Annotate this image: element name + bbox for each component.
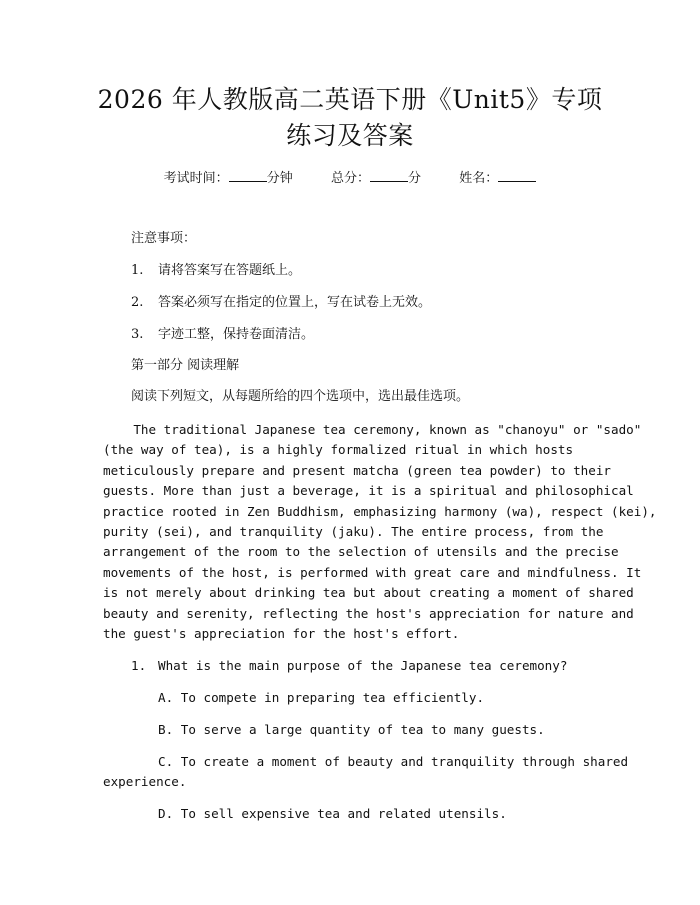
- page-title-line2: 练习及答案: [286, 121, 414, 150]
- passage-line: the guest's appreciation for the host's effort.: [103, 625, 460, 641]
- passage-line: The traditional Japanese tea ceremony, known as "chanoyu" or "sado": [103, 422, 642, 437]
- option-c-continued: experience.: [103, 774, 187, 789]
- name-label: 姓名：: [459, 171, 499, 186]
- passage-line: practice rooted in Zen Buddhism, emphasizing harmony (wa), respect (kei),: [103, 503, 657, 519]
- question-text: What is the main purpose of the Japanese tea ceremony?: [158, 658, 568, 673]
- note-text: 字迹工整，保持卷面清洁。: [158, 327, 315, 342]
- score-unit: 分: [408, 171, 422, 186]
- passage-line: meticulously prepare and present matcha (green tea powder) to their: [103, 462, 611, 478]
- note-number: 1.: [131, 263, 144, 278]
- passage-line: beauty and serenity, reflecting the host's appreciation for nature and: [103, 605, 634, 621]
- note-text: 答案必须写在指定的位置上，写在试卷上无效。: [158, 295, 432, 310]
- notes-heading: 注意事项：: [131, 231, 197, 246]
- reading-passage: [103, 420, 657, 644]
- time-label: 考试时间：: [163, 171, 229, 186]
- note-number: 2.: [131, 295, 144, 310]
- note-item: [131, 261, 301, 281]
- time-blank: [229, 170, 267, 182]
- passage-line: (the way of tea), is a highly formalized ritual in which hosts: [103, 442, 574, 458]
- section-heading: 第一部分 阅读理解: [131, 358, 240, 373]
- page-title-line1: 2026 年人教版高二英语下册《Unit5》专项: [97, 85, 603, 114]
- time-unit: 分钟: [266, 171, 293, 186]
- note-item: [131, 325, 314, 345]
- note-item: [131, 293, 431, 313]
- question-1: [131, 656, 567, 676]
- note-number: 3.: [131, 327, 144, 342]
- score-blank: [370, 170, 408, 182]
- option-c: C. To create a moment of beauty and tranquility through shared: [158, 754, 629, 769]
- score-label: 总分：: [330, 171, 370, 186]
- passage-line: is not merely about drinking tea but about creating a moment of shared: [103, 585, 634, 601]
- note-text: 请将答案写在答题纸上。: [158, 263, 302, 278]
- exam-meta: [0, 167, 700, 186]
- name-blank: [498, 170, 536, 182]
- option-b: B. To serve a large quantity of tea to many guests.: [158, 722, 545, 737]
- option-d: D. To sell expensive tea and related utensils.: [158, 806, 507, 821]
- passage-line: purity (sei), and tranquility (jaku). The entire process, from the: [103, 523, 604, 539]
- question-number: 1.: [131, 658, 147, 673]
- section-instruction: 阅读下列短文，从每题所给的四个选项中，选出最佳选项。: [131, 389, 470, 404]
- passage-line: guests. More than just a beverage, it is a spiritual and philosophical: [103, 483, 634, 499]
- passage-line: arrangement of the room to the selection of utensils and the precise: [103, 544, 619, 560]
- option-a: A. To compete in preparing tea efficiently.: [158, 690, 485, 705]
- passage-line: movements of the host, is performed with great care and mindfulness. It: [103, 564, 642, 580]
